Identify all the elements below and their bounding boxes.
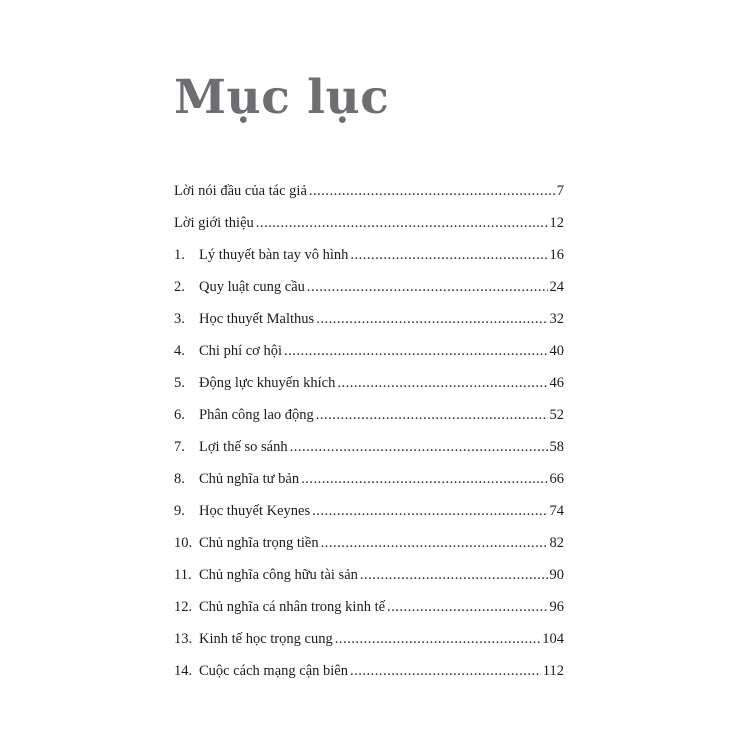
toc-entry-label: Lợi thế so sánh xyxy=(199,439,288,455)
toc-entry-label: Chủ nghĩa tư bản xyxy=(199,471,300,487)
toc-entry-number: 5. xyxy=(174,375,185,391)
toc-entry[interactable] xyxy=(174,407,564,439)
toc-entry-label: Chi phí cơ hội xyxy=(199,343,282,359)
toc-entry-page: 52 xyxy=(549,407,564,423)
toc-entry[interactable] xyxy=(174,631,564,663)
toc-dot-leader xyxy=(321,535,548,552)
toc-entry[interactable] xyxy=(174,503,564,535)
toc-dot-leader xyxy=(309,183,555,200)
toc-entry-number: 6. xyxy=(174,407,185,423)
toc-entry[interactable] xyxy=(174,375,564,407)
toc-entry-label: Học thuyết Keynes xyxy=(199,503,311,519)
toc-entry-number: 14. xyxy=(174,663,193,679)
toc-entry-label: Lý thuyết bàn tay vô hình xyxy=(199,247,349,263)
toc-entry-page: 82 xyxy=(549,535,564,551)
toc-dot-leader xyxy=(387,599,547,616)
toc-entry-number: 7. xyxy=(174,439,185,455)
toc-entry-page: 104 xyxy=(542,631,564,647)
toc-entry-page: 16 xyxy=(549,247,564,263)
toc-entry-number: 8. xyxy=(174,471,185,487)
toc-entry-page: 66 xyxy=(549,471,564,487)
toc-entry-number: 2. xyxy=(174,279,185,295)
toc-entry-number: 13. xyxy=(174,631,193,647)
toc-entry-label: Cuộc cách mạng cận biên xyxy=(199,663,348,679)
toc-entry-label: Chủ nghĩa công hữu tài sản xyxy=(199,567,358,583)
toc-entry-label: Lời giới thiệu xyxy=(174,215,254,231)
table-of-contents xyxy=(174,183,564,695)
toc-dot-leader xyxy=(350,247,547,264)
toc-entry-label: Chủ nghĩa trọng tiền xyxy=(199,535,319,551)
toc-entry-label: Kinh tế học trọng cung xyxy=(199,631,333,647)
toc-entry-number: 1. xyxy=(174,247,185,263)
toc-dot-leader xyxy=(290,439,548,456)
toc-entry-page: 12 xyxy=(549,215,564,231)
page-title: Mục lục xyxy=(174,70,390,125)
toc-entry-number: 12. xyxy=(174,599,193,615)
toc-entry-label: Chủ nghĩa cá nhân trong kinh tế xyxy=(199,599,386,615)
toc-entry-page: 24 xyxy=(549,279,564,295)
toc-dot-leader xyxy=(301,471,547,488)
toc-entry[interactable] xyxy=(174,215,564,247)
toc-entry-number: 4. xyxy=(174,343,185,359)
toc-entry[interactable] xyxy=(174,599,564,631)
toc-dot-leader xyxy=(360,567,548,584)
toc-dot-leader xyxy=(350,663,541,680)
toc-entry[interactable] xyxy=(174,663,564,695)
toc-entry-page: 7 xyxy=(556,183,564,199)
toc-entry-number: 11. xyxy=(174,567,192,583)
toc-entry[interactable] xyxy=(174,343,564,375)
toc-entry-label: Phân công lao động xyxy=(199,407,314,423)
toc-entry-page: 90 xyxy=(549,567,564,583)
toc-entry-page: 32 xyxy=(549,311,564,327)
toc-entry-page: 58 xyxy=(549,439,564,455)
toc-entry-label: Lời nói đầu của tác giả xyxy=(174,183,307,199)
toc-entry[interactable] xyxy=(174,279,564,311)
toc-dot-leader xyxy=(337,375,547,392)
toc-entry[interactable] xyxy=(174,439,564,471)
toc-entry[interactable] xyxy=(174,183,564,215)
toc-entry-label: Quy luật cung cầu xyxy=(199,279,305,295)
toc-entry-page: 112 xyxy=(542,663,564,679)
toc-entry-label: Học thuyết Malthus xyxy=(199,311,315,327)
toc-entry-page: 96 xyxy=(549,599,564,615)
toc-entry[interactable] xyxy=(174,311,564,343)
toc-entry-label: Động lực khuyến khích xyxy=(199,375,336,391)
toc-dot-leader xyxy=(316,407,548,424)
toc-dot-leader xyxy=(316,311,547,328)
toc-dot-leader xyxy=(307,279,548,296)
toc-entry-page: 46 xyxy=(549,375,564,391)
toc-dot-leader xyxy=(335,631,541,648)
toc-dot-leader xyxy=(312,503,547,520)
toc-dot-leader xyxy=(256,215,548,232)
toc-entry[interactable] xyxy=(174,471,564,503)
toc-entry[interactable] xyxy=(174,535,564,567)
toc-entry-page: 40 xyxy=(549,343,564,359)
toc-entry[interactable] xyxy=(174,247,564,279)
toc-entry-number: 10. xyxy=(174,535,193,551)
toc-entry-number: 9. xyxy=(174,503,185,519)
toc-dot-leader xyxy=(284,343,548,360)
toc-entry-number: 3. xyxy=(174,311,185,327)
toc-entry-page: 74 xyxy=(549,503,564,519)
toc-entry[interactable] xyxy=(174,567,564,599)
